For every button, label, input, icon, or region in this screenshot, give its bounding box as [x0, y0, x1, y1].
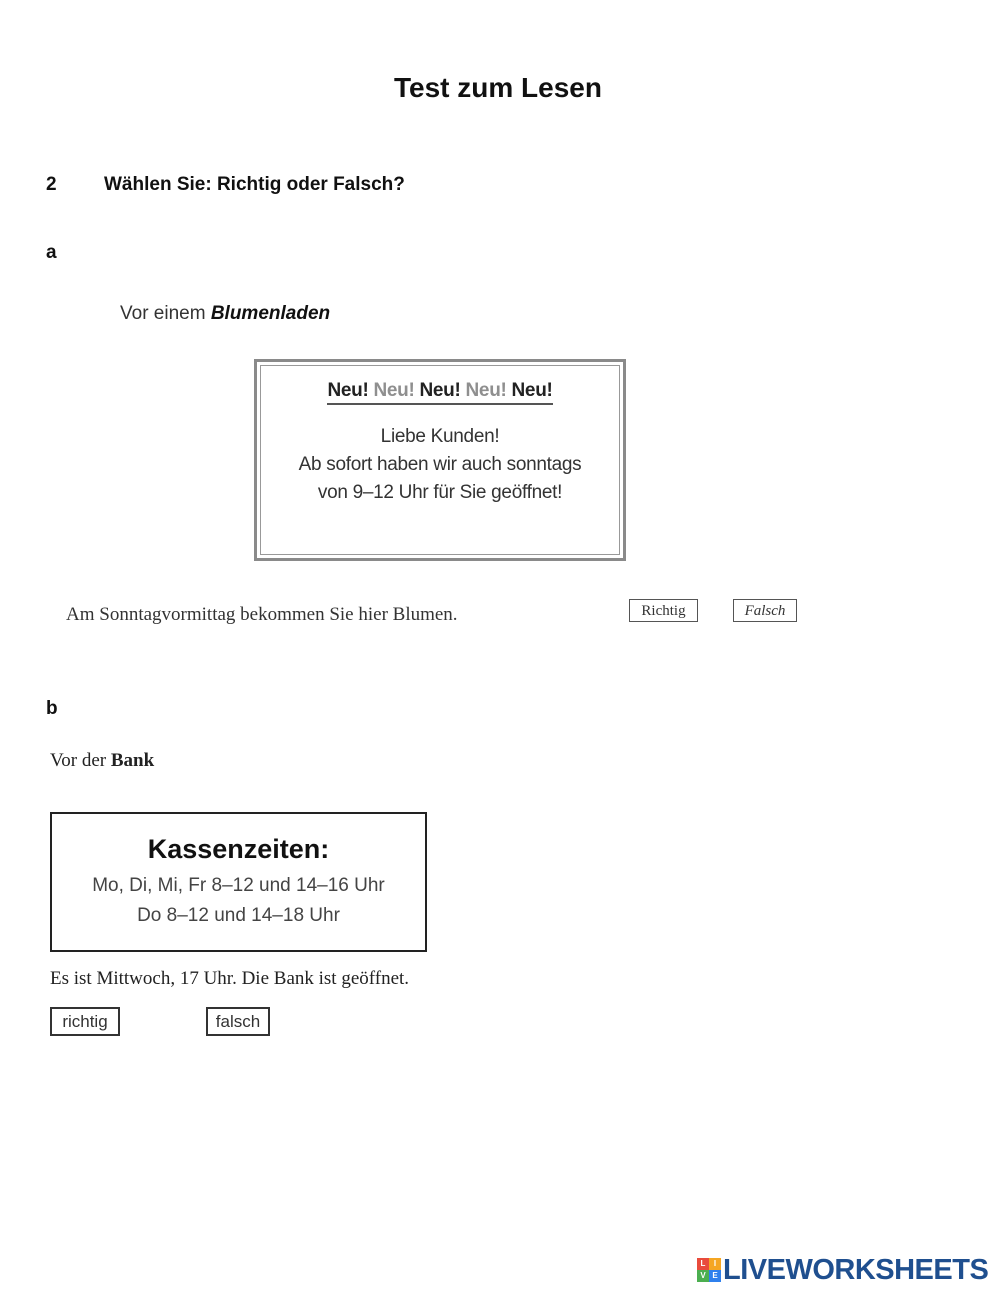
logo-letter-v: V [697, 1270, 709, 1282]
liveworksheets-logo-icon [697, 1258, 721, 1282]
task-number: 2 [46, 174, 57, 195]
bank-sign-headline: Kassenzeiten: [147, 834, 330, 864]
sign-line-3: von 9–12 Uhr für Sie geöffnet! [317, 482, 563, 503]
task-instruction: Wählen Sie: Richtig oder Falsch? [104, 174, 405, 195]
logo-letter-e: E [709, 1270, 721, 1282]
page-title: Test zum Lesen [394, 72, 602, 103]
part-b-label: b [46, 698, 58, 719]
logo-letter-l: L [697, 1258, 709, 1270]
part-a-richtig-button[interactable]: Richtig [629, 599, 698, 622]
part-b-context-place: Bank [110, 750, 155, 771]
part-b-context-prefix: Vor der [50, 750, 107, 771]
part-b-richtig-button[interactable]: richtig [50, 1007, 120, 1036]
sign-neu-2: Neu! [373, 380, 415, 401]
part-a-context-place: Blumenladen [210, 303, 331, 324]
sign-neu-3: Neu! [419, 380, 461, 401]
part-b-statement: Es ist Mittwoch, 17 Uhr. Die Bank ist geöffnet. [50, 968, 410, 989]
flower-shop-sign [254, 359, 626, 561]
sign-neu-4: Neu! [465, 380, 507, 401]
part-a-falsch-button[interactable]: Falsch [733, 599, 797, 622]
bank-hours-sign [50, 812, 427, 952]
sign-headline [327, 380, 552, 405]
part-b-falsch-button[interactable]: falsch [206, 1007, 270, 1036]
part-a-context-prefix: Vor einem [120, 303, 206, 324]
bank-sign-line-1: Mo, Di, Mi, Fr 8–12 und 14–16 Uhr [92, 875, 385, 896]
sign-line-1: Liebe Kunden! [380, 426, 500, 447]
bank-sign-body [52, 871, 425, 931]
bank-sign-line-2: Do 8–12 und 14–18 Uhr [137, 905, 340, 926]
sign-line-2: Ab sofort haben wir auch sonntags [298, 454, 582, 475]
logo-letter-i: I [709, 1258, 721, 1270]
part-a-statement: Am Sonntagvormittag bekommen Sie hier Blumen. [66, 604, 458, 625]
liveworksheets-wordmark: LIVEWORKSHEETS [723, 1253, 989, 1286]
flower-shop-sign-inner [260, 365, 620, 555]
sign-body [261, 423, 619, 507]
part-b-context [50, 750, 154, 772]
sign-neu-1: Neu! [327, 380, 369, 401]
part-a-label: a [46, 242, 57, 263]
liveworksheets-brand [697, 1253, 989, 1286]
sign-neu-5: Neu! [511, 380, 553, 401]
part-a-context [120, 303, 330, 325]
